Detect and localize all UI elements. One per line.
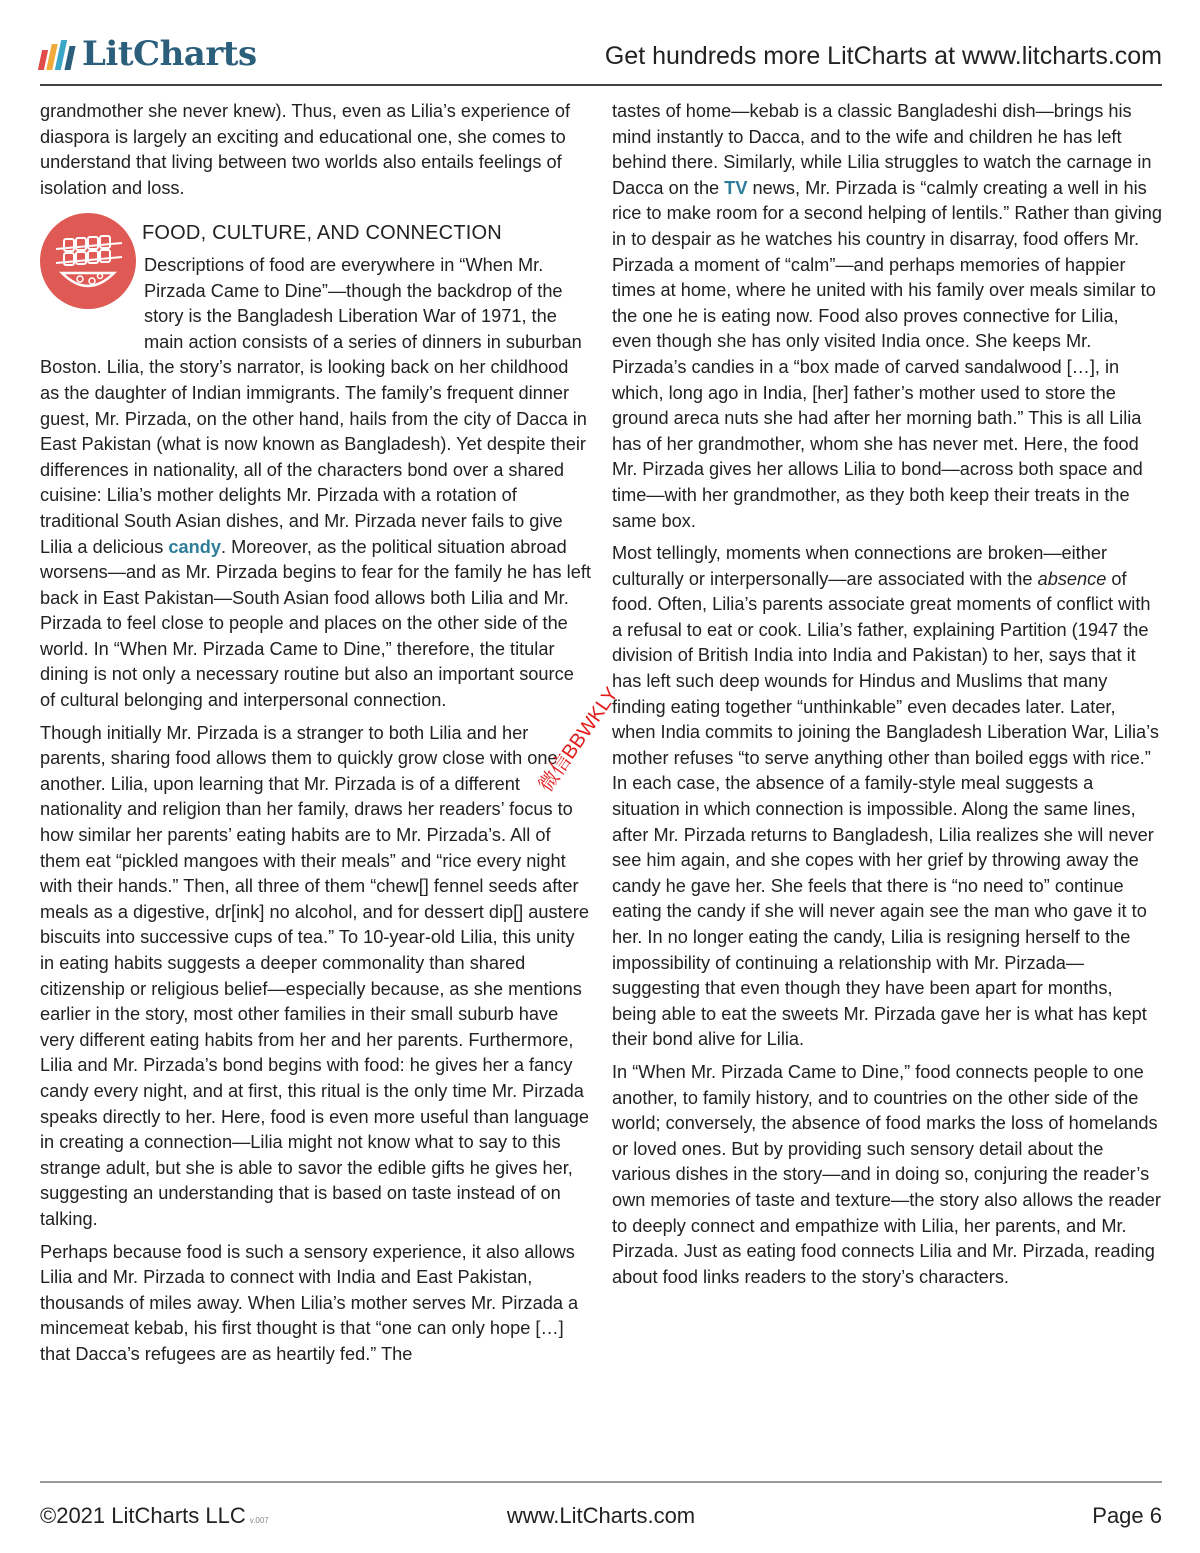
logo-text: LitCharts xyxy=(82,34,257,74)
right-paragraph-2-text-a: Most tellingly, moments when connections are broken—either culturally or interpersonally—are associated with the xyxy=(612,543,1108,589)
theme-paragraph-2: Though initially Mr. Pirzada is a stranger to both Lilia and her parents, sharing food allows them to quickly grow close with one another. Lilia, upon learning that Mr. Pirzada is of a different nationality and religion than her family, draws her readers’ focus to how similar her parents’ eating habits are to Mr. Pirzada’s. All of them eat “pickled mangoes with their meals” and “rice every night with their hands.” Then, all three of them “chew[] fennel seeds after meals as a digestive, dr[ink] no alcohol, and for dessert dip[] austere biscuits into successive cups of tea.” To 10-year-old Lilia, this unity in eating habits suggests a deeper commonality than shared citizenship or religious belief—especially because, as she mentions earlier in the story, most other families in their small suburb have very different eating habits from her and her parents. Furthermore, Lilia and Mr. Pirzada’s bond begins with food: he gives her a fancy candy every night, and at first, this ritual is the only time Mr. Pirzada speaks directly to her. Here, food is even more useful than language in creating a connection—Lilia might not know what to say to this strange adult, but she is able to savor the edible gifts he gives her, suggesting an understanding that is based on taste instead of on talking. xyxy=(40,722,589,1229)
right-paragraph-1 xyxy=(612,99,1162,534)
page-number: Page 6 xyxy=(1092,1503,1162,1528)
theme-paragraph-3: Perhaps because food is such a sensory experience, it also allows Lilia and Mr. Pirzada to connect with India and East Pakistan, thousands of miles away. When Lilia’s mother serves Mr. Pirzada a mincemeat kebab, his first thought is that “one can only hope […] that Dacca’s refugees are as heartily fed.” The xyxy=(40,1241,579,1364)
candy-symbol-link[interactable]: candy xyxy=(168,536,221,557)
food-theme-icon[interactable] xyxy=(40,213,136,309)
litcharts-logo[interactable] xyxy=(40,34,257,74)
continued-paragraph: grandmother she never knew). Thus, even as Lilia’s experience of diaspora is largely an exciting and educational one, she comes to understand that living between two worlds also entails feelings of isolation and loss. xyxy=(40,101,571,198)
page-header xyxy=(40,30,1162,82)
left-column xyxy=(40,99,592,1375)
tv-symbol-link[interactable]: TV xyxy=(724,177,748,198)
promo-link[interactable]: Get hundreds more LitCharts at www.litcharts.com xyxy=(604,42,1162,70)
theme-paragraph-1-text-b: . Moreover, as the political situation abroad worsens—and as Mr. Pirzada begins to fear for the family he has left back in East Pakistan—South Asian food allows both Lilia and Mr. Pirzada to feel close to people and places on the other side of the world. In “When Mr. Pirzada Came to Dine,” therefore, the titular dining is not only a necessary routine but also an important source of cultural belonging and interpersonal connection. xyxy=(40,536,591,711)
copyright-text: ©2021 LitCharts LLC xyxy=(40,1503,246,1528)
emphasis-absence: absence xyxy=(1037,568,1107,589)
right-column xyxy=(612,99,1162,1297)
theme-paragraph-1-text-a: Descriptions of food are everywhere in “When Mr. Pirzada Came to Dine”—though the backdrop of the story is the Bangladesh Liberation War of 1971, the main action consists of a series of dinners in suburban Boston. Lilia, the story’s narrator, is looking back on her childhood as the daughter of Indian immigrants. The family’s frequent dinner guest, Mr. Pirzada, on the other hand, hails from the city of Dacca in East Pakistan (what is now known as Bangladesh). Yet despite their differences in nationality, all of the characters bond over a shared cuisine: Lilia’s mother delights Mr. Pirzada with a rotation of traditional South Asian dishes, and Mr. Pirzada never fails to give Lilia a delicious xyxy=(40,254,587,557)
version-label: v.007 xyxy=(249,1516,269,1525)
watermark-stamp: 微信BBWKLY xyxy=(534,683,623,797)
right-paragraph-1-text-b: news, Mr. Pirzada is “calmly creating a well in his rice to make room for a second helping of lentils.” Rather than giving in to despair as he watches his country in disarray, food offers Mr. Pirzada a moment of “calm”—and perhaps memories of happier times at home, where he united with his family over meals similar to the one he is eating now. Food also proves connective for Lilia, even though she has only visited India once. She keeps Mr. Pirzada’s candies in a “box made of carved sandalwood […], in which, long ago in India, [her] father’s mother used to store the ground areca nuts she had after her morning bath.” This is all Lilia has of her grandmother, whom she has never met. Here, the food Mr. Pirzada gives her allows Lilia to bond—across both space and time—with her grandmother, as they both keep their treats in the same box. xyxy=(612,177,1162,531)
header-divider xyxy=(40,84,1162,86)
right-paragraph-1-text-a: tastes of home—kebab is a classic Bangladeshi dish—brings his mind instantly to Dacca, and to the wife and children he has left behind there. Similarly, while Lilia struggles to watch the carnage in Dacca on the xyxy=(612,101,1152,198)
theme-title: FOOD, CULTURE, AND CONNECTION xyxy=(142,222,502,245)
footer-divider xyxy=(40,1481,1162,1483)
logo-bars-icon xyxy=(40,38,76,70)
right-paragraph-2-text-b: of food. Often, Lilia’s parents associate great moments of conflict with a refusal to eat or cook. Lilia’s father, explaining Partition (1947 the division of British India into India and Pakistan) to her, says that it has left such deep wounds for Hindus and Muslims that many finding eating together “unthinkable” even decades later. Later, when India commits to joining the Bangladesh Liberation War, Lilia’s mother refuses “to serve anything other than boiled eggs with rice.” In each case, the absence of a family-style meal suggests a situation in which connection is impossible. Along the same lines, after Mr. Pirzada returns to Bangladesh, Lilia realizes she will never see him again, and she copes with her grief by throwing away the candy he gave her. She feels that there is “no need to” continue eating the candy if she will never again see the man who gave it to her. In no longer eating the candy, Lilia is resigning herself to the impossibility of continuing a relationship with Mr. Pirzada—suggesting that even though they have been apart for months, being able to eat the sweets Mr. Pirzada gave her is what has kept their bond alive for Lilia. xyxy=(612,568,1159,1050)
theme-paragraph-1 xyxy=(40,253,592,714)
theme-section xyxy=(40,213,592,713)
right-paragraph-2 xyxy=(612,541,1162,1053)
right-paragraph-3: In “When Mr. Pirzada Came to Dine,” food connects people to one another, to family history, and to countries on the other side of the world; conversely, the absence of food marks the loss of homelands or loved ones. But by providing such sensory detail about the various dishes in the story—and in doing so, conjuring the reader’s own memories of taste and texture—the story also allows the reader to deeply connect and empathize with Lilia, her parents, and Mr. Pirzada. Just as eating food connects Lilia and Mr. Pirzada, reading about food links readers to the story’s characters. xyxy=(612,1061,1161,1287)
page-footer xyxy=(40,1503,1162,1537)
footer-url-link[interactable]: www.LitCharts.com xyxy=(506,1503,696,1528)
